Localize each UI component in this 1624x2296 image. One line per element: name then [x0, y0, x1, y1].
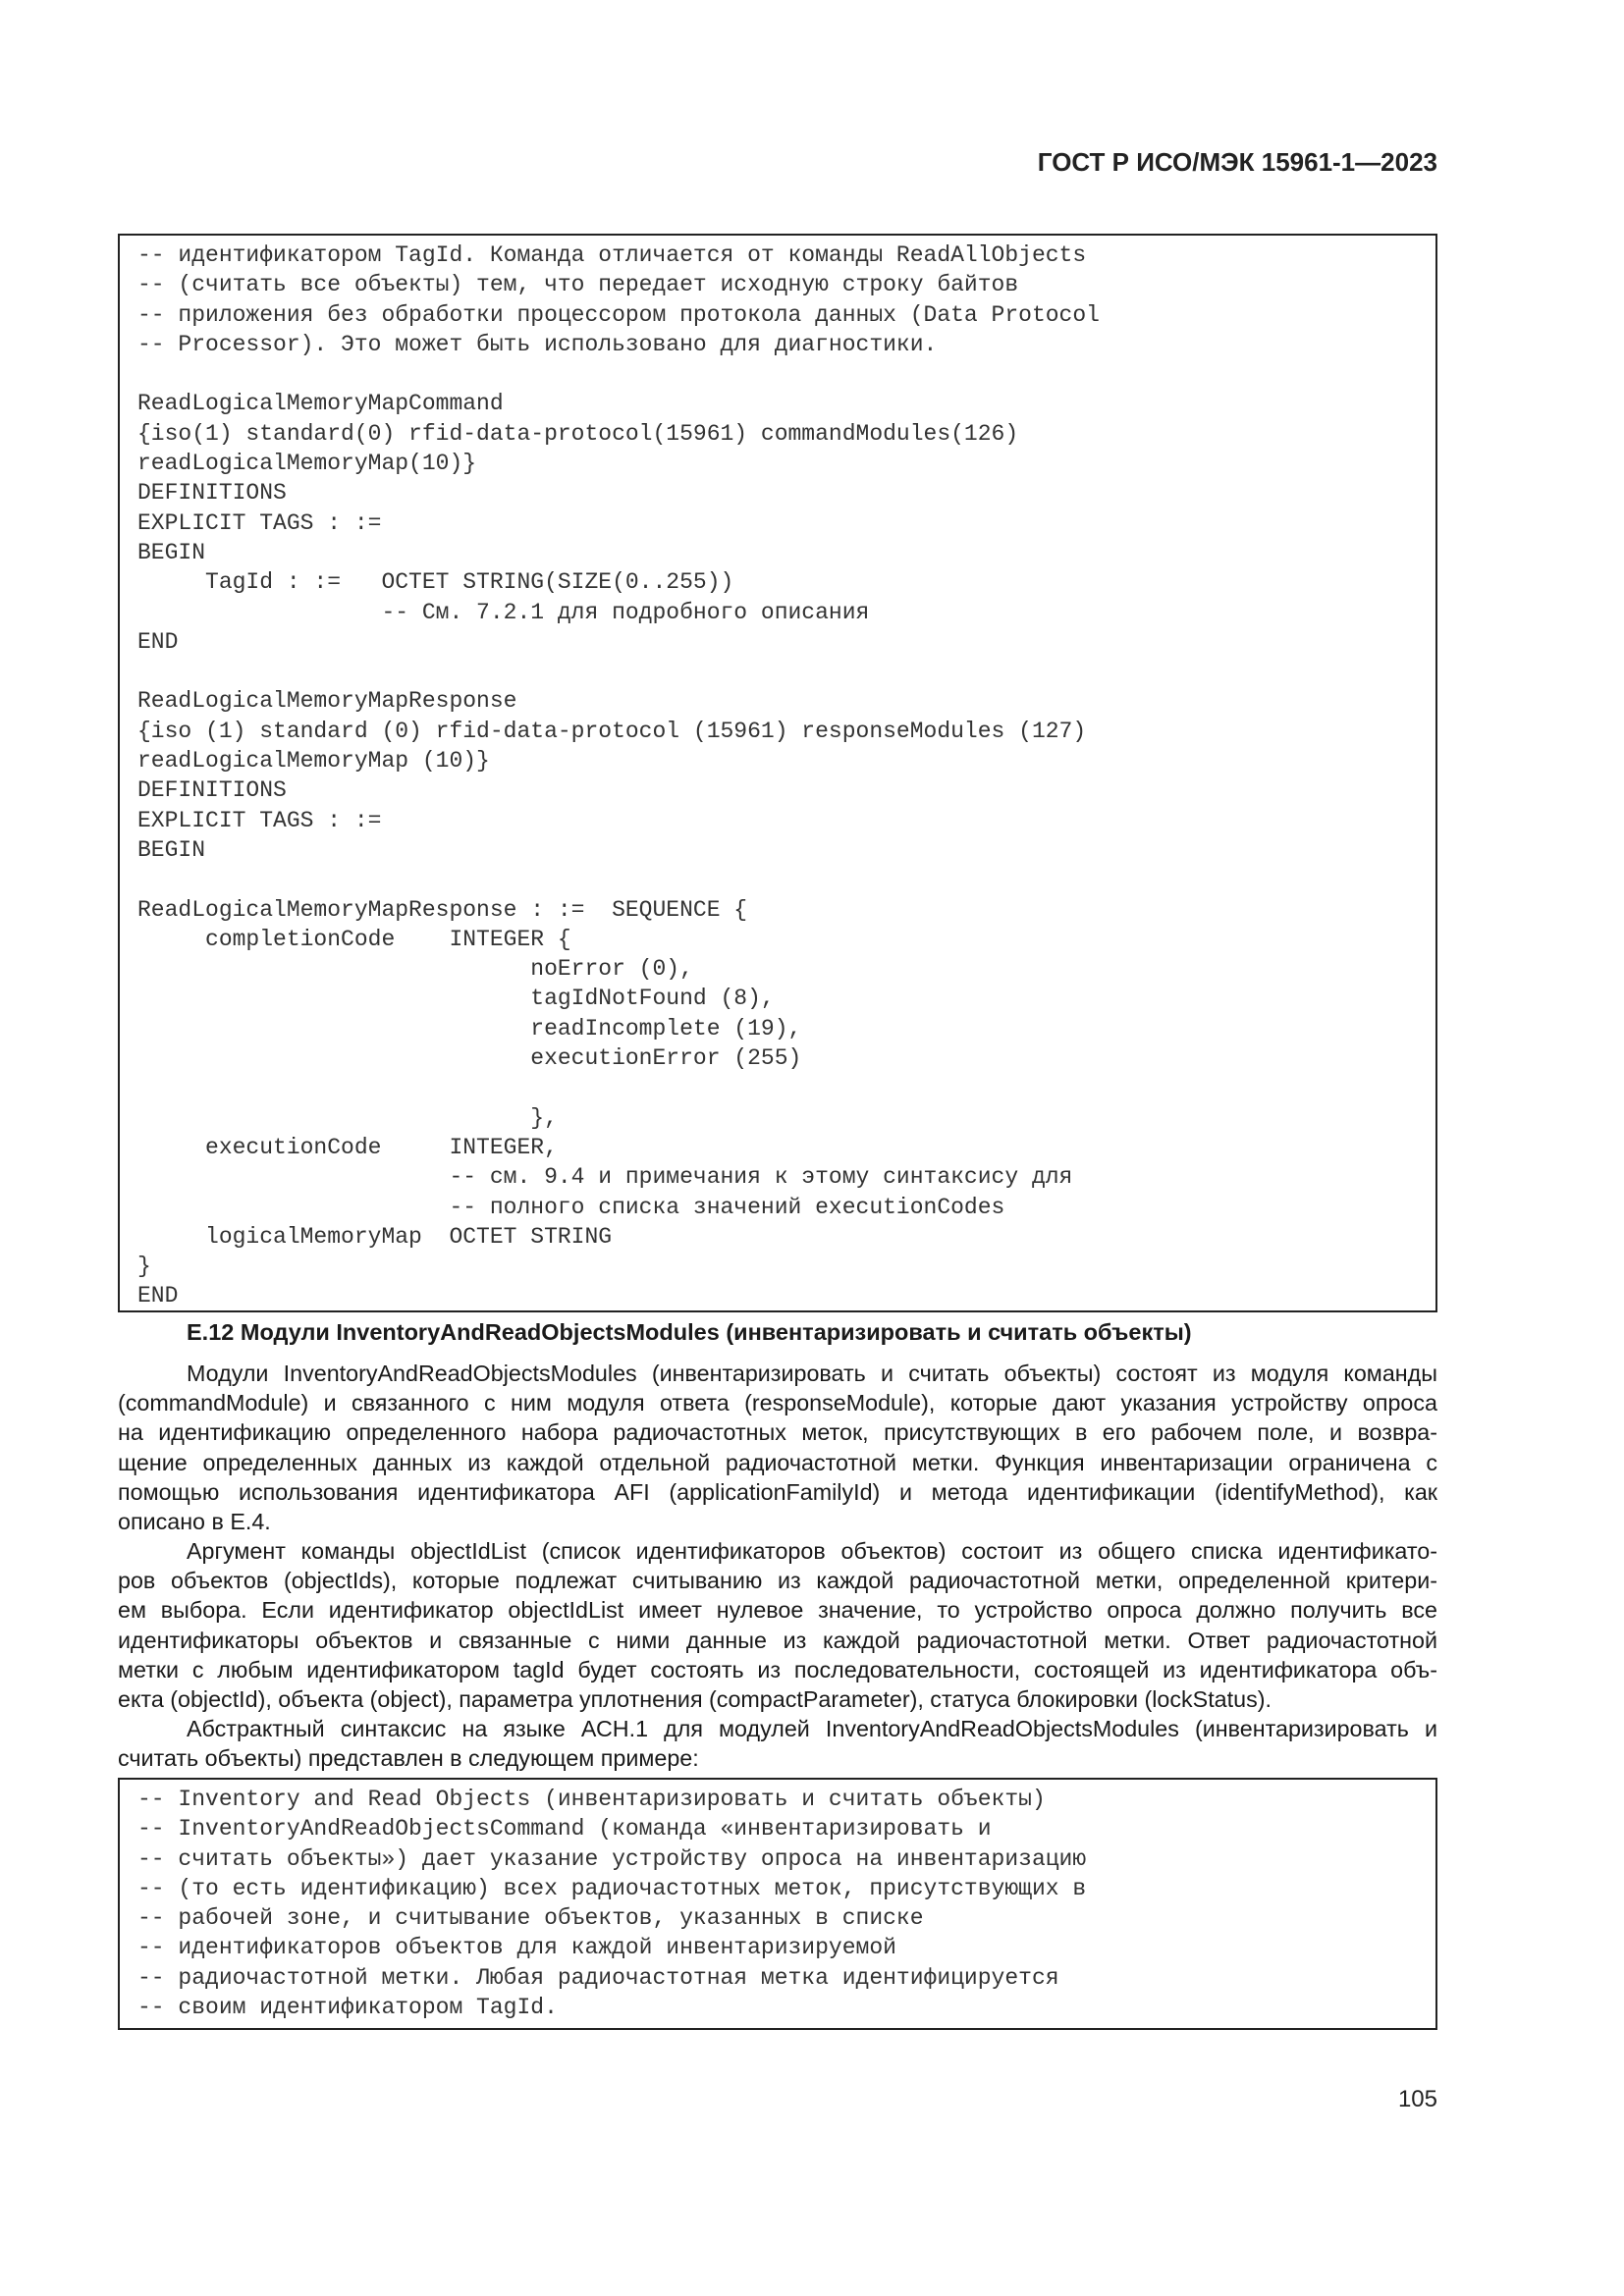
paragraph-1	[118, 1359, 1437, 1536]
code-line: {iso (1) standard (0) rfid-data-protocol (15961) responseModules (127)	[137, 718, 1087, 744]
code-line: tagIdNotFound (8),	[137, 986, 775, 1012]
code-line: -- (считать все объекты) тем, что передает исходную строку байтов	[137, 272, 1019, 298]
code-line: -- Processor). Это может быть использовано для диагностики.	[137, 331, 938, 357]
code-line: {iso(1) standard(0) rfid-data-protocol(15961) commandModules(126)	[137, 420, 1019, 447]
code-line	[137, 359, 1435, 389]
code-line: ReadLogicalMemoryMapResponse : := SEQUENCE {	[137, 896, 748, 923]
text-line: ем выбора. Если идентификатор objectIdList имеет нулевое значение, то устройство опроса должно получить все	[118, 1597, 1437, 1624]
code-line	[137, 1073, 1435, 1102]
code-line: BEGIN	[137, 836, 206, 863]
text-line: Абстрактный синтаксис на языке АСН.1 для модулей InventoryAndReadObjectsModules (инвентаризировать и	[187, 1716, 1437, 1741]
code-line: noError (0),	[137, 956, 693, 983]
text-line: считать объекты) представлен в следующем примере:	[118, 1745, 699, 1772]
text-line: (commandModule) и связанного с ним модуля ответа (responseModule), которые дают указания устройству опроса	[118, 1390, 1437, 1416]
code-line: ReadLogicalMemoryMapCommand	[137, 391, 504, 417]
page-number: 105	[1397, 2086, 1437, 2112]
text-line: идентификаторы объектов и связанные с ними данные из каждой радиочастотной метки. Ответ радиочастотной	[118, 1627, 1437, 1653]
code-line: executionCode INTEGER,	[137, 1134, 558, 1160]
code-line: completionCode INTEGER {	[137, 926, 571, 952]
code-line: readLogicalMemoryMap (10)}	[137, 748, 490, 774]
section-heading: Е.12 Модули InventoryAndReadObjectsModules (инвентаризировать и считать объекты)	[187, 1319, 1192, 1345]
text-line: ров объектов (objectIds), которые подлежат считыванию из каждой радиочастотной метки, определенной критери-	[118, 1568, 1437, 1594]
document-header: ГОСТ Р ИСО/МЭК 15961-1—2023	[1037, 147, 1437, 177]
code-line: END	[137, 628, 179, 655]
text-line: на идентификацию определенного набора радиочастотных меток, присутствующих в его рабочем поле, и возвра-	[118, 1419, 1437, 1446]
code-line: EXPLICIT TAGS : :=	[137, 807, 382, 833]
text-line: описано в Е.4.	[118, 1508, 271, 1534]
code-line: }	[137, 1254, 151, 1280]
text-line: Аргумент команды objectIdList (список идентификаторов объектов) состоит из общего списка идентификато-	[187, 1538, 1437, 1564]
code-line: EXPLICIT TAGS : :=	[137, 509, 382, 536]
code-line: END	[137, 1283, 179, 1309]
code-line: -- Inventory and Read Objects (инвентаризировать и считать объекты)	[137, 1787, 1046, 1812]
code-line: -- рабочей зоне, и считывание объектов, указанных в списке	[137, 1905, 924, 1932]
text-line: помощью использования идентификатора AFI (applicationFamilyId) и метода идентификации (identifyMethod), как	[118, 1478, 1437, 1505]
code-line: DEFINITIONS	[137, 480, 287, 507]
text-line: метки с любым идентификатором tagId будет состоять из последовательности, состоящей из идентификатора объ-	[118, 1656, 1437, 1682]
paragraph-3	[118, 1714, 1437, 1773]
code-line: -- См. 7.2.1 для подробного описания	[137, 599, 870, 625]
code-line	[137, 865, 1435, 894]
code-line: -- см. 9.4 и примечания к этому синтаксису для	[137, 1164, 1073, 1191]
code-line: },	[137, 1104, 558, 1131]
code-line: -- (то есть идентификацию) всех радиочастотных меток, присутствующих в	[137, 1875, 1087, 1901]
code-line: -- считать объекты») дает указание устройству опроса на инвентаризацию	[137, 1845, 1087, 1872]
text-line: Модули InventoryAndReadObjectsModules (инвентаризировать и считать объекты) состоят из модуля команды	[187, 1361, 1437, 1386]
code-line: -- приложения без обработки процессором протокола данных (Data Protocol	[137, 301, 1100, 328]
code-line: readLogicalMemoryMap(10)}	[137, 451, 477, 477]
code-line: -- радиочастотной метки. Любая радиочастотная метка идентифицируется	[137, 1964, 1059, 1991]
code-line: ReadLogicalMemoryMapResponse	[137, 688, 517, 715]
code-line: readIncomplete (19),	[137, 1015, 802, 1041]
code-line	[137, 657, 1435, 686]
code-line: logicalMemoryMap OCTET STRING	[137, 1223, 613, 1250]
code-line: -- своим идентификатором TagId.	[137, 1995, 558, 2021]
code-line: executionError (255)	[137, 1045, 802, 1072]
code-block-asn1-read-logical-memory-map	[118, 234, 1437, 1312]
code-line: -- InventoryAndReadObjectsCommand (команда «инвентаризировать и	[137, 1816, 992, 1842]
code-line: -- идентификаторов объектов для каждой инвентаризируемой	[137, 1935, 896, 1961]
code-line: -- идентификатором TagId. Команда отличается от команды ReadAllObjects	[137, 242, 1087, 268]
text-line: щение определенных данных из каждой отдельной радиочастотной метки. Функция инвентаризации ограничена с	[118, 1449, 1437, 1475]
code-block-asn1-inventory-and-read-objects	[118, 1778, 1437, 2030]
code-line: BEGIN	[137, 539, 206, 565]
code-line: DEFINITIONS	[137, 777, 287, 804]
text-line: екта (objectId), объекта (object), параметра уплотнения (compactParameter), статуса блокировки (lockStatus).	[118, 1685, 1272, 1712]
code-line: -- полного списка значений executionCodes	[137, 1194, 1005, 1220]
paragraph-2	[118, 1536, 1437, 1714]
code-line: TagId : := OCTET STRING(SIZE(0..255))	[137, 569, 734, 596]
